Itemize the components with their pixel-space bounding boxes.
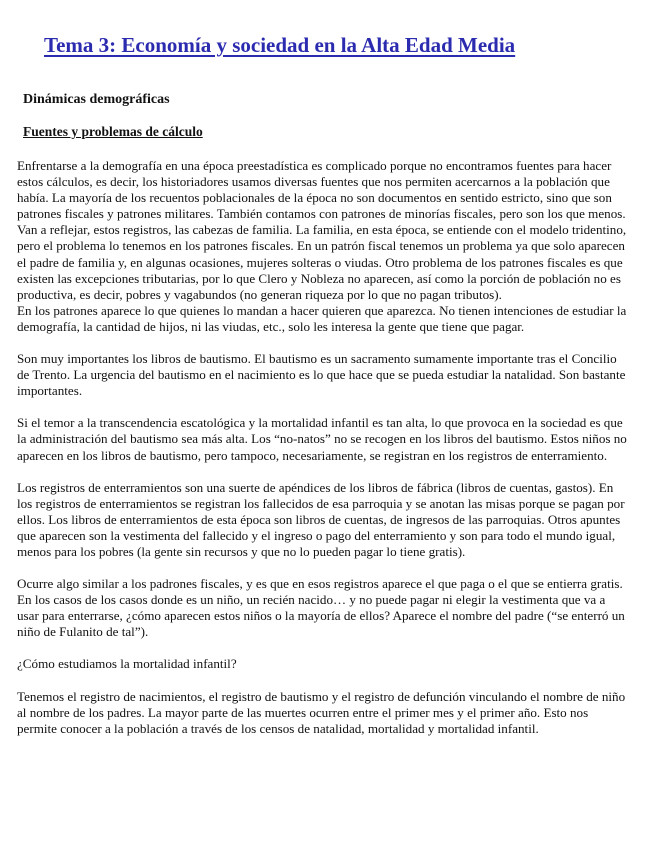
paragraph: En los patrones aparece lo que quienes lo mandan a hacer quieren que aparezca. No tienen intenciones de estudiar la demografía, la cantidad de hijos, ni las viudas, etc., solo les interesa la gente que tiene que pagar.: [17, 302, 627, 334]
page-title: Tema 3: Economía y sociedad en la Alta Edad Media: [44, 33, 516, 57]
paragraph: Si el temor a la transcendencia escatológica y la mortalidad infantil es tan alta, lo que provoca en la sociedad es que la administración del bautismo sea más alta. Los “no-natos” no se recogen en los libros del bautismo. Estos niños no aparecen en los libros de bautismo, pero tampoco, necesariamente, se registran en los registros de enterramiento.: [17, 415, 627, 463]
section-heading: Dinámicas demográficas: [23, 92, 170, 107]
paragraph: Tenemos el registro de nacimientos, el registro de bautismo y el registro de defunción vinculando el nombre de niño al nombre de los padres. La mayor parte de las muertes ocurren entre el primer mes y el primer año. Esto nos permite conocer a la población a través de los censos de natalidad, mortalidad y mortalidad infantil.: [17, 688, 626, 736]
paragraph: Ocurre algo similar a los padrones fiscales, y es que en esos registros aparece el que paga o el que se entierra gratis. En los casos de los casos donde es un niño, un recién nacido… y no puede pagar ni elegir la vestimenta que va a usar para enterrarse, ¿cómo aparecen estos niños o la mayoría de ellos? Aparece el nombre del padre (“se enterró un niño de Fulanito de tal”).: [17, 576, 625, 640]
paragraph: Los registros de enterramientos son una suerte de apéndices de los libros de fábrica (libros de cuentas, gastos). En los registros de enterramientos se registran los fallecidos de esa parroquia y se anotan las misas porque se pagan por ellos. Los libros de enterramientos de esta época son libros de cuentas, de ingresos de las parroquias. Otros apuntes que aparecen son la vestimenta del fallecido y el ingreso o pago del enterramiento y son para todo el mundo igual, menos para los pobres (la gente sin recursos y que no lo pueden pagar lo tiene gratis).: [17, 479, 625, 559]
paragraph: Enfrentarse a la demografía en una época preestadística es complicado porque no encontramos fuentes para hacer estos cálculos, es decir, los historiadores usamos diversas fuentes que nos permiten acercarnos a la población que había. La mayoría de los recuentos poblacionales de la época no son documentos en sentido estricto, sino que son patrones fiscales y patrones militares. También contamos con patrones de minorías fiscales, pero son los que menos. Van a reflejar, estos registros, las cabezas de familia. La familia, en esta época, se entiende con el modelo tridentino, pero el problema lo tenemos en los patrones fiscales. En un patrón fiscal tenemos un problema ya que solo aparecen el padre de familia y, en algunas ocasiones, mujeres solteras o viudas. Otro problema de los patrones fiscales es que existen las excepciones tributarias, por lo que Clero y Nobleza no aparecen, así como la porción de población no es productiva, es decir, pobres y vagabundos (no generan riqueza por lo que no pagan tributos).: [17, 158, 627, 302]
paragraph: Son muy importantes los libros de bautismo. El bautismo es un sacramento sumamente importante tras el Concilio de Trento. La urgencia del bautismo en el nacimiento es lo que hace que se pueda estudiar la natalidad. Son bastante importantes.: [17, 351, 626, 399]
document-body: [17, 158, 629, 753]
subsection-heading: Fuentes y problemas de cálculo: [23, 124, 203, 139]
question-heading: ¿Cómo estudiamos la mortalidad infantil?: [17, 656, 237, 672]
